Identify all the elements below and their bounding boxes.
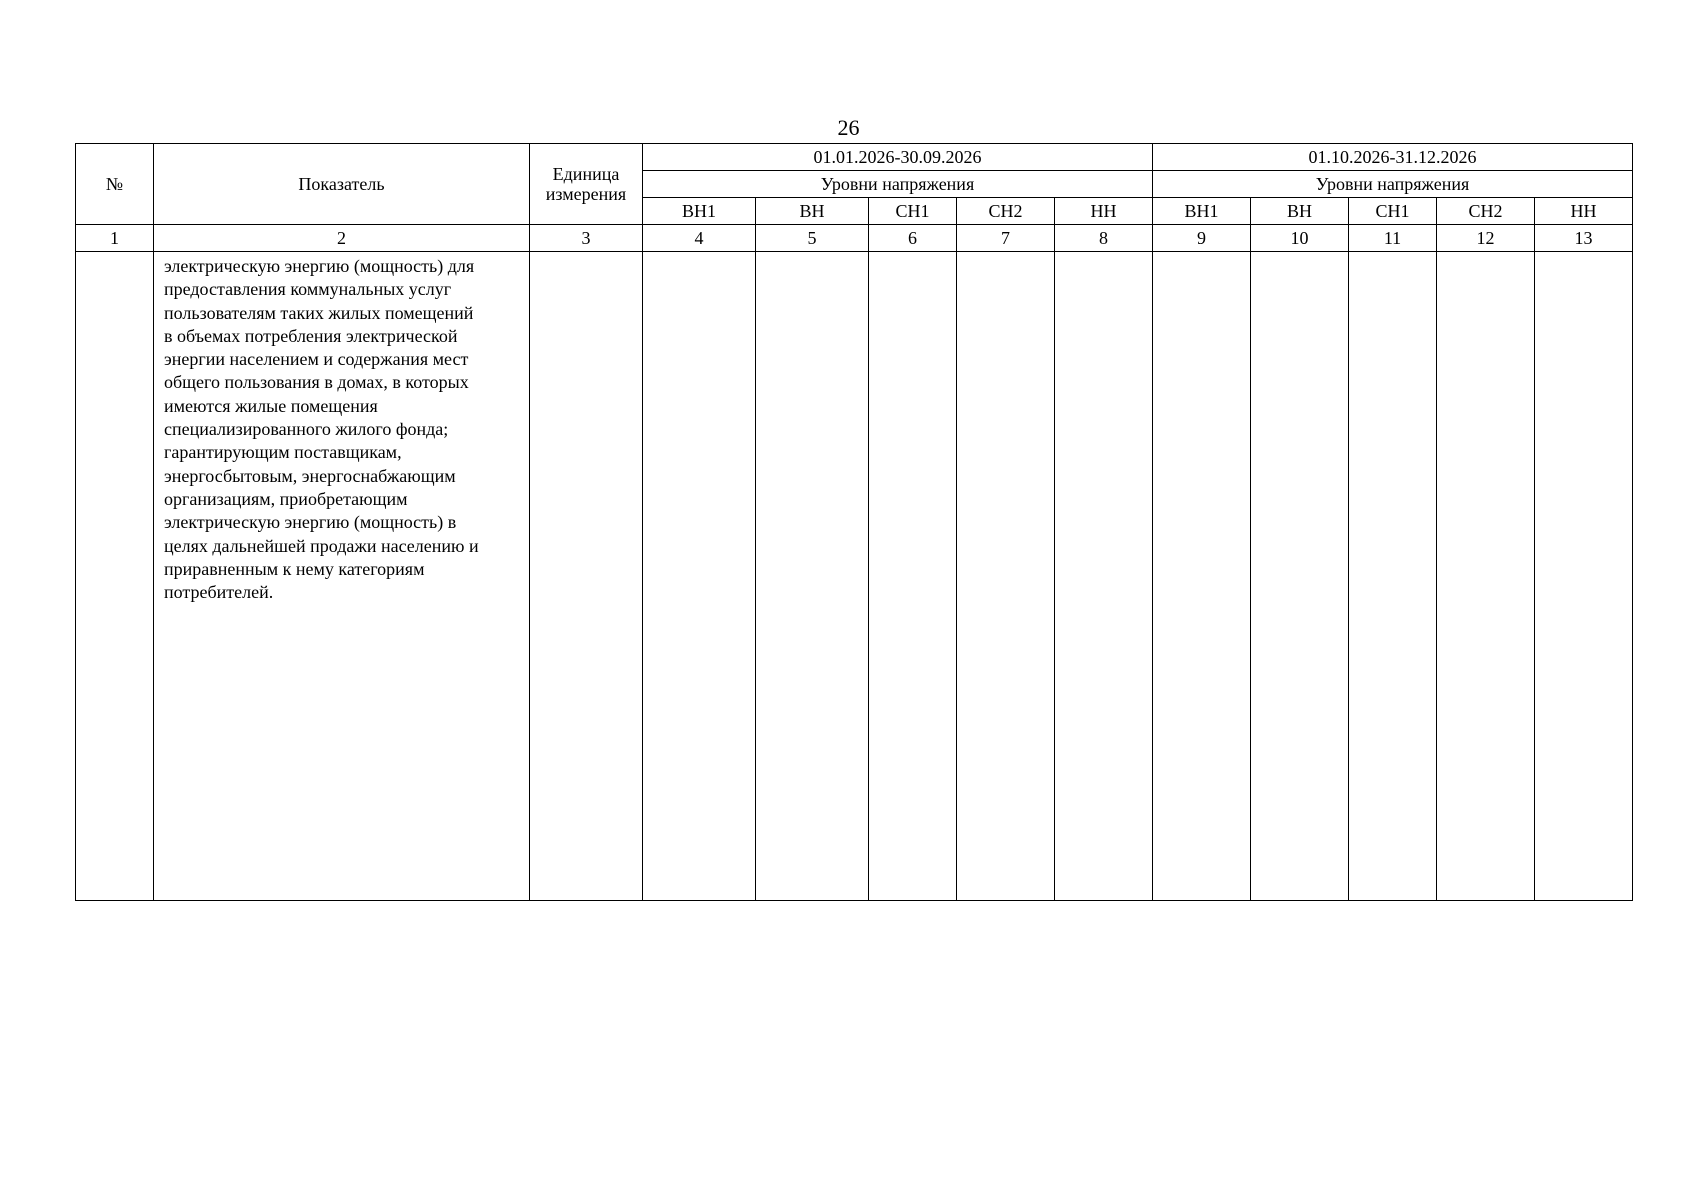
column-number: 8 [1055, 225, 1153, 252]
row-no-cell [76, 252, 154, 901]
column-number-row [76, 225, 1633, 252]
value-cell [1535, 252, 1633, 901]
indicator-line: предоставления коммунальных услуг [164, 279, 452, 300]
indicator-line: потребителей. [164, 582, 274, 603]
header-no: № [76, 144, 154, 225]
header-period-1: 01.01.2026-30.09.2026 [643, 144, 1153, 171]
column-number: 1 [76, 225, 154, 252]
indicator-line: в объемах потребления электрической [164, 325, 458, 346]
column-number: 5 [756, 225, 869, 252]
column-number: 6 [869, 225, 957, 252]
header-level-sn1-p2: СН1 [1349, 198, 1437, 225]
column-number: 12 [1437, 225, 1535, 252]
indicator-cell [154, 252, 530, 901]
column-number: 11 [1349, 225, 1437, 252]
value-cell [1251, 252, 1349, 901]
indicator-line: целях дальнейшей продажи населению и [164, 535, 479, 556]
indicator-line: энергии населением и содержания мест [164, 349, 469, 370]
column-number: 2 [154, 225, 530, 252]
indicator-line: энергосбытовым, энергоснабжающим [164, 465, 456, 486]
header-level-nn-p2: НН [1535, 198, 1633, 225]
page-number: 26 [837, 115, 860, 140]
indicator-line: общего пользования в домах, в которых [164, 372, 469, 393]
unit-cell [530, 252, 643, 901]
indicator-line: организациям, приобретающим [164, 488, 408, 509]
indicator-line: имеются жилые помещения [164, 395, 378, 416]
indicator-line: специализированного жилого фонда; [164, 419, 449, 440]
header-level-vn1-p2: ВН1 [1153, 198, 1251, 225]
column-number: 10 [1251, 225, 1349, 252]
value-cell [957, 252, 1055, 901]
header-unit: Единица измерения [530, 144, 643, 225]
value-cell [643, 252, 756, 901]
header-voltage-levels-1: Уровни напряжения [643, 171, 1153, 198]
header-level-vn-p2: ВН [1251, 198, 1349, 225]
indicator-line: приравненным к нему категориям [164, 558, 425, 579]
header-level-nn-p1: НН [1055, 198, 1153, 225]
column-number: 13 [1535, 225, 1633, 252]
indicator-line: электрическую энергию (мощность) для [164, 256, 475, 276]
indicator-line: электрическую энергию (мощность) в [164, 512, 457, 533]
tariff-table [75, 143, 1633, 901]
column-number: 4 [643, 225, 756, 252]
value-cell [1153, 252, 1251, 901]
header-period-2: 01.10.2026-31.12.2026 [1153, 144, 1633, 171]
header-level-vn1-p1: ВН1 [643, 198, 756, 225]
indicator-line: гарантирующим поставщикам, [164, 442, 402, 463]
header-level-vn-p1: ВН [756, 198, 869, 225]
value-cell [1055, 252, 1153, 901]
header-level-sn2-p1: СН2 [957, 198, 1055, 225]
column-number: 3 [530, 225, 643, 252]
table-row [76, 252, 1633, 901]
column-number: 9 [1153, 225, 1251, 252]
value-cell [1349, 252, 1437, 901]
column-number: 7 [957, 225, 1055, 252]
header-level-sn1-p1: СН1 [869, 198, 957, 225]
value-cell [869, 252, 957, 901]
header-voltage-levels-2: Уровни напряжения [1153, 171, 1633, 198]
value-cell [1437, 252, 1535, 901]
value-cell [756, 252, 869, 901]
header-level-sn2-p2: СН2 [1437, 198, 1535, 225]
header-indicator: Показатель [154, 144, 530, 225]
indicator-line: пользователям таких жилых помещений [164, 302, 474, 323]
